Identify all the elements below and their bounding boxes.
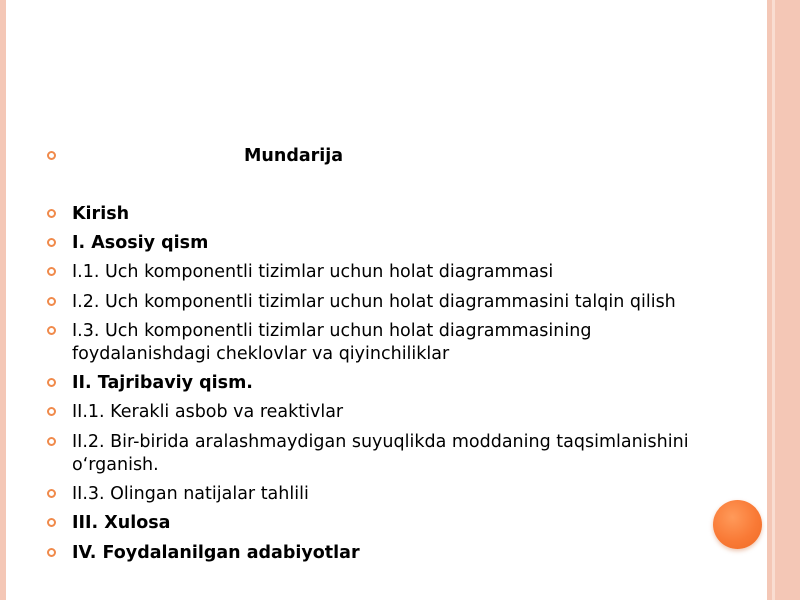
bullet-icon [47, 548, 56, 557]
list-item-text: II.1. Kerakli asbob va reaktivlar [72, 402, 344, 422]
bullet-icon [47, 297, 56, 306]
list-item-text: IV. Foydalanilgan adabiyotlar [72, 543, 360, 563]
list-item-text: Kirish [72, 204, 130, 224]
right-decor-stripe-inner [772, 0, 775, 600]
table-of-contents [47, 0, 747, 600]
bullet-icon [47, 437, 56, 446]
bullet-icon [47, 267, 56, 276]
bullet-icon [47, 151, 56, 160]
bullet-icon [47, 209, 56, 218]
list-item-text-continued: o‘rganish. [72, 455, 159, 475]
list-item-text: II.2. Bir-birida aralashmaydigan suyuqlikda moddaning taqsimlanishini [72, 432, 689, 452]
bullet-icon [47, 518, 56, 527]
list-item-text-continued: foydalanishdagi cheklovlar va qiyinchiliklar [72, 344, 450, 364]
page-title: Mundarija [244, 146, 344, 166]
bullet-icon [47, 326, 56, 335]
left-decor-stripe [0, 0, 6, 600]
list-item-text: II. Tajribaviy qism. [72, 373, 253, 393]
bullet-icon [47, 238, 56, 247]
list-item-text: I.3. Uch komponentli tizimlar uchun holat diagrammasining [72, 321, 592, 341]
list-item-text: I.1. Uch komponentli tizimlar uchun holat diagrammasi [72, 262, 554, 282]
list-item-text: I.2. Uch komponentli tizimlar uchun holat diagrammasini talqin qilish [72, 292, 676, 312]
list-item-text: I. Asosiy qism [72, 233, 209, 253]
list-item-text: III. Xulosa [72, 513, 171, 533]
bullet-icon [47, 378, 56, 387]
bullet-icon [47, 407, 56, 416]
list-item-text: II.3. Olingan natijalar tahlili [72, 484, 309, 504]
bullet-icon [47, 489, 56, 498]
